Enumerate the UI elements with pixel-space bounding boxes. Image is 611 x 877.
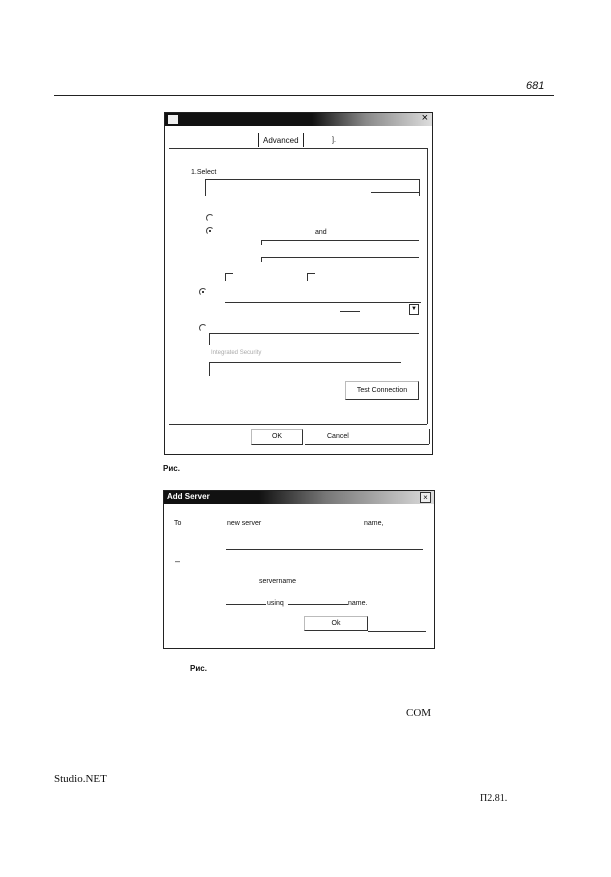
password-field[interactable] [261,257,419,258]
window-icon [168,115,178,124]
instruction-text-new-server: new server [227,520,262,527]
close-icon[interactable]: × [420,492,431,503]
dialog-title: Add Server [167,492,210,501]
server-name-field[interactable] [226,549,423,550]
body-text-com: COM [406,707,432,719]
username-field-edge [261,240,262,245]
add-server-dialog [163,490,435,649]
using-rule-right [288,604,348,605]
and-label: and [315,229,327,236]
radio-sql-auth[interactable] [206,227,214,235]
cancel-button[interactable]: Cancel [327,433,349,440]
chevron-down-icon[interactable]: ▼ [409,304,419,315]
page-number: 681 [526,80,545,92]
password-field-edge [261,257,262,262]
figure-caption-1: Рис. [163,464,180,473]
using-text: usinq [267,600,284,607]
close-icon[interactable]: × [421,112,428,124]
ok-button-shadow [368,631,426,632]
blank-password-checkbox[interactable] [225,273,233,281]
header-rule [54,95,554,96]
tab-advanced[interactable]: Advanced [258,133,304,147]
file-name-field-edge [209,333,210,345]
ok-button[interactable]: OK [251,429,303,445]
test-connection-button[interactable]: Test Connection [345,381,419,400]
name-text: name. [348,600,368,607]
body-text-studio: Studio.NET [54,773,107,785]
server-field-left[interactable] [205,179,206,196]
save-password-checkbox[interactable] [307,273,315,281]
username-field[interactable] [261,240,419,241]
dash-mark: – [175,556,181,566]
dialog-titlebar [165,113,432,126]
body-text-ref: П2.81. [480,793,508,804]
logical-name-field-edge [209,362,210,376]
tab-strip-line [169,148,427,149]
select-step-label: 1.Select [191,169,217,176]
using-rule-left [226,604,266,605]
connection-dialog [164,112,433,455]
database-dropdown[interactable] [225,302,421,303]
instruction-text-name: namе, [364,520,384,527]
tab-fragment: ]. [332,137,336,144]
refresh-button-edge[interactable] [371,192,420,193]
cancel-button-right [429,429,430,444]
dim-option-label: Integrated Security [211,350,262,356]
tab-panel-bottom [169,424,427,425]
ok-button[interactable]: Ok [304,616,368,631]
server-field-right [419,179,420,196]
tab-right-border [427,148,428,424]
server-field-top [205,179,420,180]
cancel-button-edge [305,444,429,445]
figure-caption-2: Рис. [190,664,207,673]
dropdown-mark [340,311,360,312]
dialog-titlebar [164,491,434,504]
logical-name-field[interactable] [209,362,401,363]
radio-attach-file[interactable] [199,324,207,332]
radio-windows-auth[interactable] [206,214,214,222]
servername-text: servername [259,578,296,585]
file-name-field[interactable] [209,333,419,334]
instruction-text-to: To [174,520,182,527]
radio-select-database[interactable] [199,288,207,296]
